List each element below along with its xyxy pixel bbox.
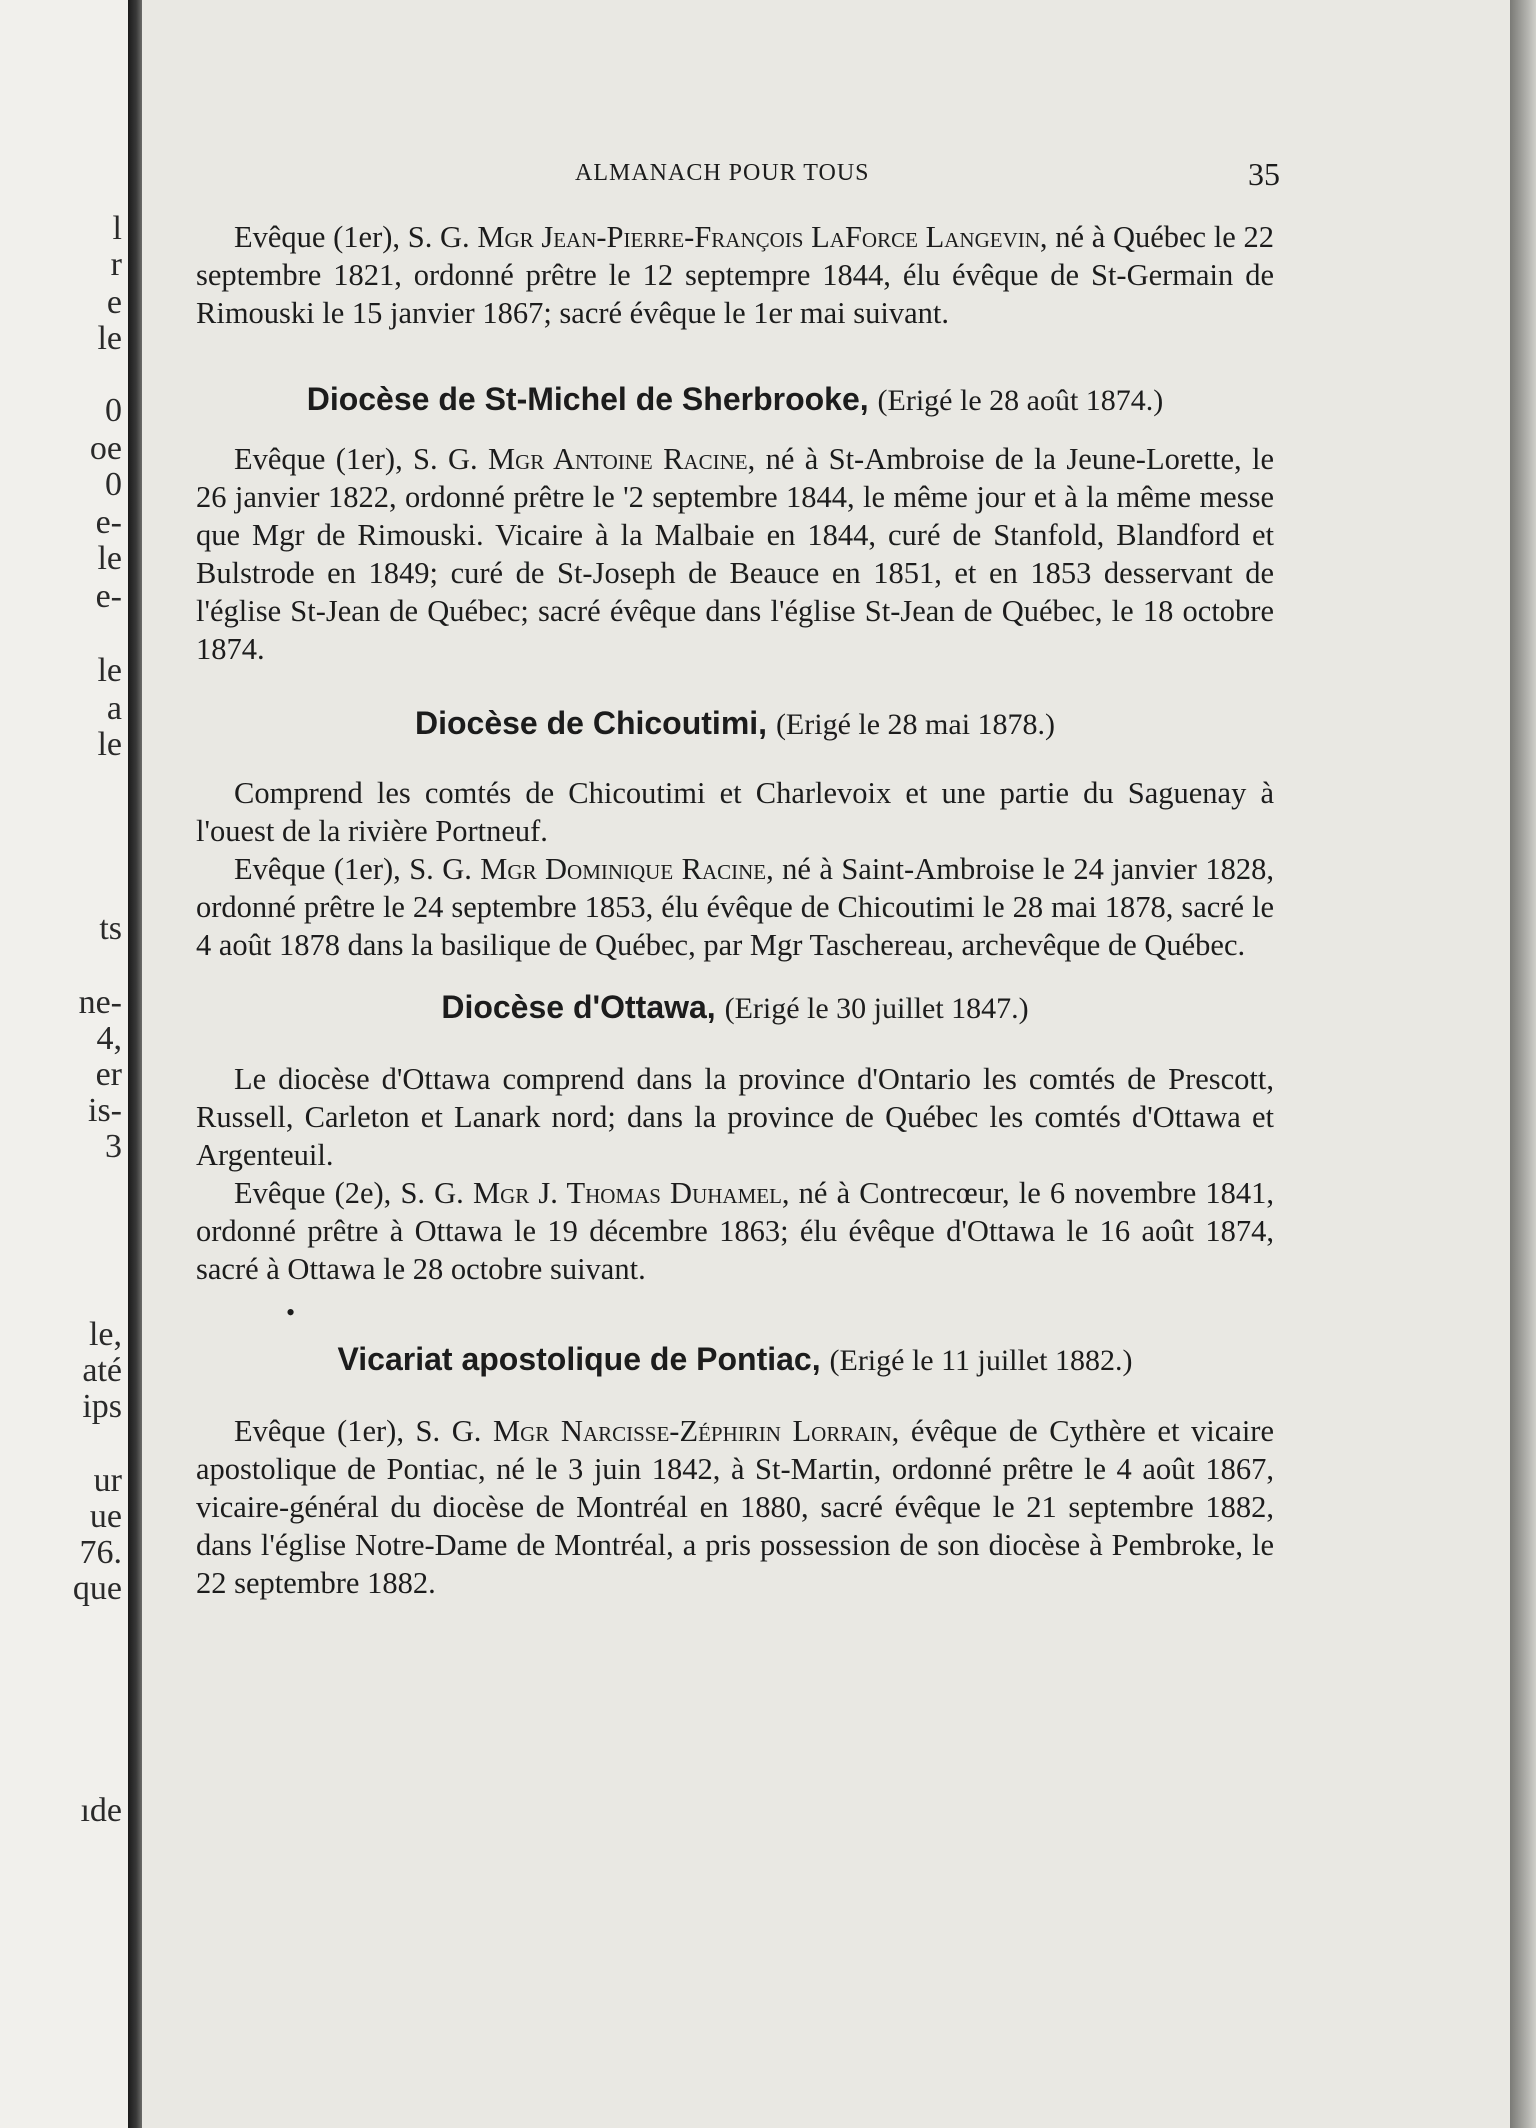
text: Evêque (1er), S. G.	[234, 852, 481, 886]
adjacent-page-fragment	[0, 0, 128, 2128]
fragment-text: 0	[105, 466, 122, 503]
text: , né à Contrecœur, le 6 novembre 1841, ordonné prêtre à Ottawa le 19 décembre 1863; élu évêque d'Ottawa le 16 août 1874, sacré à Ottawa le 28 octobre suivant.	[196, 1176, 1274, 1286]
fragment-text: e	[106, 284, 122, 321]
paragraph-chicoutimi-territory: Comprend les comtés de Chicoutimi et Charlevoix et une partie du Saguenay à l'ouest de la rivière Portneuf.	[196, 776, 1274, 848]
section-heading-pontiac	[196, 1340, 1274, 1380]
fragment-text: 4,	[96, 1020, 122, 1057]
section-heading-ottawa	[196, 988, 1274, 1028]
fragment-text: oe	[89, 430, 122, 467]
fragment-text: ue	[89, 1498, 122, 1535]
page-body	[196, 218, 1274, 1602]
fragment-text: ts	[99, 910, 122, 947]
fragment-text: ıde	[80, 1792, 122, 1829]
stray-mark: •	[286, 1298, 296, 1327]
text: , né à Québec le 22 septembre 1821, ordonné prêtre le 12 septempre 1844, élu évêque de St-Germain de Rimouski le 15 janvier 1867; sacré évêque le 1er mai suivant.	[196, 220, 1275, 330]
fragment-text: 76.	[79, 1534, 122, 1571]
fragment-text: 3	[105, 1128, 122, 1165]
bishop-name: Mgr Jean-Pierre-François LaForce Langevin	[477, 220, 1040, 254]
heading-title: Diocèse de St-Michel de Sherbrooke,	[306, 381, 869, 417]
fragment-text: er	[95, 1056, 122, 1093]
heading-date: (Erigé le 30 juillet 1847.)	[724, 992, 1029, 1025]
paragraph-bishop-pontiac	[196, 1412, 1274, 1602]
heading-title: Diocèse d'Ottawa,	[441, 989, 716, 1025]
paragraph-ottawa-territory: Le diocèse d'Ottawa comprend dans la province d'Ontario les comtés de Prescott, Russell, Carleton et Lanark nord; dans la province de Québec les comtés d'Ottawa et Argenteuil.	[196, 1062, 1274, 1172]
heading-title: Diocèse de Chicoutimi,	[414, 705, 768, 741]
fragment-text: a	[106, 690, 122, 727]
text: Evêque (1er), S. G.	[234, 1414, 494, 1448]
text: , né à Saint-Ambroise le 24 janvier 1828, ordonné prêtre le 24 septembre 1853, élu évêque de Chicoutimi le 28 mai 1878, sacré le 4 août 1878 dans la basilique de Québec, par Mgr Taschereau, archevêque de Québec.	[196, 852, 1274, 962]
fragment-text: ne-	[78, 984, 122, 1021]
heading-title: Vicariat apostolique de Pontiac,	[337, 1341, 821, 1377]
bishop-name: Mgr Narcisse-Zéphirin Lorrain	[493, 1414, 892, 1448]
bishop-name: Mgr Dominique Racine	[480, 852, 767, 886]
fragment-text: até	[82, 1352, 122, 1389]
fragment-text: le,	[88, 1316, 122, 1353]
fragment-text: is-	[88, 1092, 122, 1129]
text: Evêque (1er), S. G.	[234, 220, 478, 254]
fragment-text: ips	[82, 1388, 122, 1425]
fragment-text: l	[112, 210, 122, 247]
fragment-text: le	[97, 652, 122, 689]
fragment-text: le	[97, 540, 122, 577]
paragraph-bishop-chicoutimi	[196, 850, 1274, 964]
heading-date: (Erigé le 11 juillet 1882.)	[829, 1344, 1133, 1377]
heading-date: (Erigé le 28 mai 1878.)	[775, 708, 1056, 741]
fragment-text: r	[110, 246, 122, 283]
heading-date: (Erigé le 28 août 1874.)	[877, 384, 1164, 417]
paragraph-bishop-ottawa	[196, 1174, 1274, 1288]
text: Evêque (2e), S. G.	[234, 1176, 473, 1210]
page-edge	[1510, 0, 1536, 2128]
text: , né à St-Ambroise de la Jeune-Lorette, le 26 janvier 1822, ordonné prêtre le '2 septembre 1844, le même jour et à la même messe que Mgr de Rimouski. Vicaire à la Malbaie en 1844, curé de Stanfold, Blandford et Bulstrode en 1849; curé de St-Joseph de Beauce en 1851, et en 1853 desservant de l'église St-Jean de Québec; sacré évêque dans l'église St-Jean de Québec, le 18 octobre 1874.	[196, 442, 1275, 666]
page-number: 35	[1248, 156, 1280, 192]
paragraph-bishop-sherbrooke	[196, 440, 1274, 668]
fragment-text: ur	[93, 1462, 122, 1499]
fragment-text: le	[97, 320, 122, 357]
running-title: ALMANACH POUR TOUS	[575, 160, 870, 186]
fragment-text: e-	[95, 504, 122, 541]
fragment-text: que	[72, 1570, 122, 1607]
bishop-name: Mgr Antoine Racine	[488, 442, 748, 476]
text: , évêque de Cythère et vicaire apostolique de Pontiac, né le 3 juin 1842, à St-Martin, ordonné prêtre le 4 août 1867, vicaire-général du diocèse de Montréal en 1880, sacré évêque le 21 septembre 1882, dans l'église Notre-Dame de Montréal, a pris possession de son diocèse à Pembroke, le 22 septembre 1882.	[196, 1414, 1275, 1600]
section-heading-chicoutimi	[196, 704, 1274, 744]
bishop-name: Mgr J. Thomas Duhamel	[472, 1176, 782, 1210]
text: Evêque (1er), S. G.	[234, 442, 488, 476]
book-gutter	[128, 0, 142, 2128]
paragraph-bishop-rimouski	[196, 218, 1274, 332]
section-heading-sherbrooke	[196, 380, 1274, 420]
fragment-text: le	[97, 726, 122, 763]
fragment-text: 0	[105, 392, 122, 429]
fragment-text: e-	[95, 578, 122, 615]
